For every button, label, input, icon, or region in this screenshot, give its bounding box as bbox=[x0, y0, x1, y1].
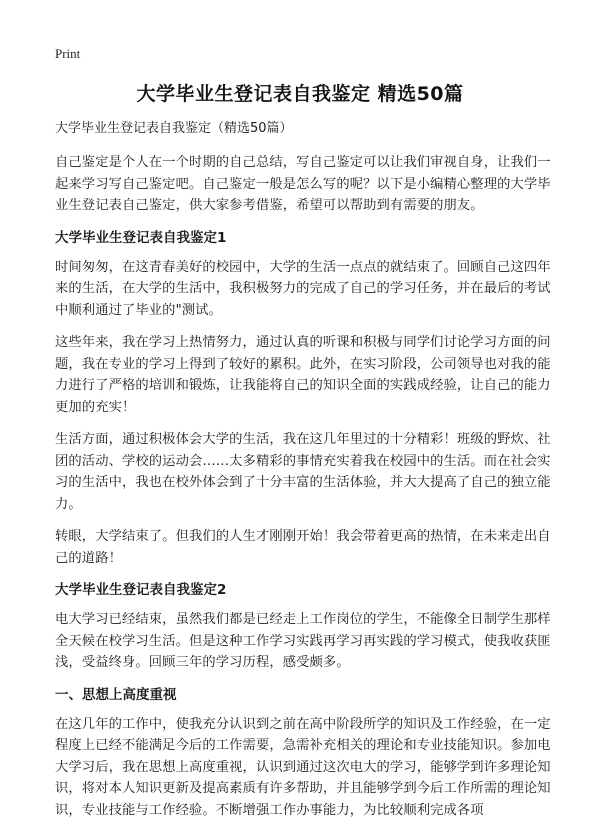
section-heading: 一、思想上高度重视 bbox=[55, 686, 177, 703]
body-paragraph: 时间匆匆，在这青春美好的校园中，大学的生活一点点的就结束了。回顾自己这四年来的生活，在大学的生活中，我积极努力的完成了自己的学习任务，并在最后的考试中顺利通过了毕业的"测试。 bbox=[55, 259, 551, 318]
document-body bbox=[55, 119, 551, 828]
section-heading: 大学毕业生登记表自我鉴定2 bbox=[55, 582, 227, 598]
body-paragraph: 这些年来，我在学习上热情努力，通过认真的听课和积极与同学们讨论学习方面的问题，我在专业的学习上得到了较好的累积。此外，在实习阶段，公司领导也对我的能力进行了严格的培训和锻炼，让我能将自己的知识全面的实践成经验，让自己的能力更加的充实！ bbox=[55, 335, 551, 415]
body-paragraph: 电大学习已经结束，虽然我们都是已经走上工作岗位的学生，不能像全日制学生那样全天候在校学习生活。但是这种工作学习实践再学习再实践的学习模式，使我收获匪浅，受益终身。回顾三年的学习历程，感受颇多。 bbox=[55, 612, 551, 670]
print-link[interactable]: Print bbox=[55, 46, 81, 61]
page-title: 大学毕业生登记表自我鉴定 精选50篇 bbox=[136, 83, 464, 105]
intro-paragraph: 自己鉴定是个人在一个时期的自己总结，写自己鉴定可以让我们审视自身，让我们一起来学习写自己鉴定吧。自己鉴定一般是怎么写的呢？以下是小编精心整理的大学毕业生登记表自己鉴定，供大家参考借鉴，希望可以帮助到有需要的朋友。 bbox=[55, 155, 551, 213]
body-paragraph: 生活方面，通过积极体会大学的生活，我在这几年里过的十分精彩！班级的野炊、社团的活动、学校的运动会……太多精彩的事情充实着我在校园中的生活。而在社会实习的生活中，我也在校外体会到了十分丰富的生活体验，并大大提高了自己的独立能力。 bbox=[55, 432, 551, 512]
document-subtitle: 大学毕业生登记表自我鉴定（精选50篇） bbox=[55, 121, 293, 136]
section-heading: 大学毕业生登记表自我鉴定1 bbox=[55, 229, 227, 246]
body-paragraph: 在这几年的工作中，使我充分认识到之前在高中阶段所学的知识及工作经验，在一定程度上已经不能满足今后的工作需要，急需补充相关的理论和专业技能知识。参加电大学习后，我在思想上高度重视，认识到通过这次电大的学习，能够学到许多理论知识，将对本人知识更新及提高素质有许多帮助，并且能够学到今后工作所需的理论知识，专业技能与工作经验。不断增强工作办事能力，为比较顺利完成各项 bbox=[55, 716, 551, 818]
body-paragraph: 转眼，大学结束了。但我们的人生才刚刚开始！我会带着更高的热情，在未来走出自己的道路！ bbox=[55, 529, 551, 566]
